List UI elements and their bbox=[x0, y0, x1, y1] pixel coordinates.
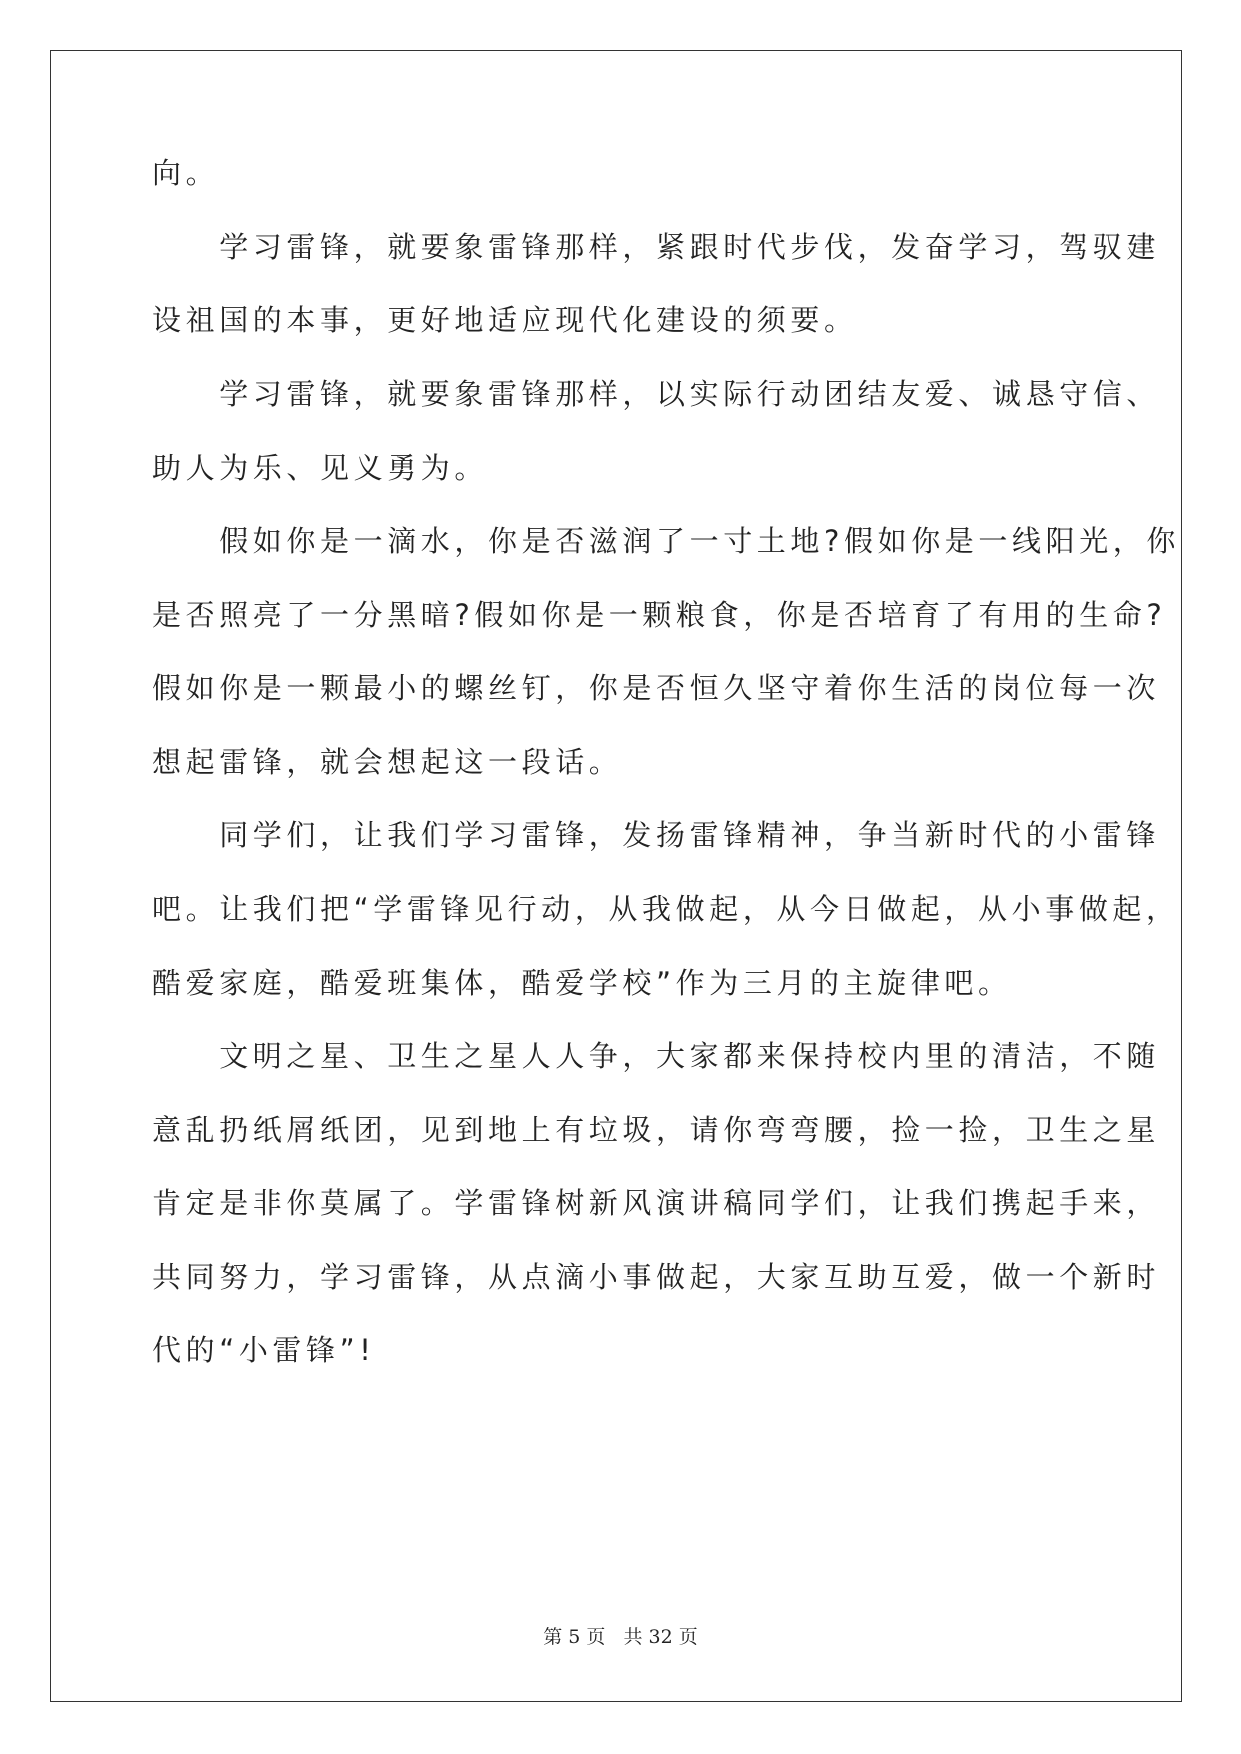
body-text-line: 意乱扔纸屑纸团，见到地上有垃圾，请你弯弯腰，捡一捡，卫生之星 bbox=[152, 1113, 1161, 1147]
page-number: 第 5 页 bbox=[543, 1626, 606, 1648]
page-footer bbox=[0, 1622, 1241, 1649]
body-text-line: 学习雷锋，就要象雷锋那样，紧跟时代步伐，发奋学习，驾驭建 bbox=[152, 230, 1161, 264]
body-text-line: 共同努力，学习雷锋，从点滴小事做起，大家互助互爱，做一个新时 bbox=[152, 1260, 1161, 1294]
page-total: 共 32 页 bbox=[623, 1626, 698, 1648]
body-text-line: 吧。让我们把“学雷锋见行动，从我做起，从今日做起，从小事做起， bbox=[152, 892, 1180, 926]
body-text-line: 文明之星、卫生之星人人争，大家都来保持校内里的清洁，不随 bbox=[152, 1039, 1161, 1073]
body-text-line: 代的“小雷锋”! bbox=[152, 1333, 376, 1367]
body-text-line: 肯定是非你莫属了。学雷锋树新风演讲稿同学们，让我们携起手来， bbox=[152, 1186, 1161, 1220]
body-text-line: 学习雷锋，就要象雷锋那样，以实际行动团结友爱、诚恳守信、 bbox=[152, 377, 1161, 411]
body-text-line: 助人为乐、见义勇为。 bbox=[152, 451, 489, 485]
body-text-line: 设祖国的本事，更好地适应现代化建设的须要。 bbox=[152, 303, 858, 337]
body-text-line: 假如你是一滴水，你是否滋润了一寸土地?假如你是一线阳光，你 bbox=[152, 524, 1180, 558]
page-border bbox=[50, 50, 1182, 1702]
body-text-line: 假如你是一颗最小的螺丝钉，你是否恒久坚守着你生活的岗位每一次 bbox=[152, 671, 1161, 705]
body-text-line: 想起雷锋，就会想起这一段话。 bbox=[152, 745, 623, 779]
body-text-line: 同学们，让我们学习雷锋，发扬雷锋精神，争当新时代的小雷锋 bbox=[152, 818, 1161, 852]
body-text-line: 酷爱家庭，酷爱班集体，酷爱学校”作为三月的主旋律吧。 bbox=[152, 966, 1012, 1000]
body-text-line: 是否照亮了一分黑暗?假如你是一颗粮食，你是否培育了有用的生命? bbox=[152, 598, 1167, 632]
body-text-line: 向。 bbox=[152, 156, 220, 190]
